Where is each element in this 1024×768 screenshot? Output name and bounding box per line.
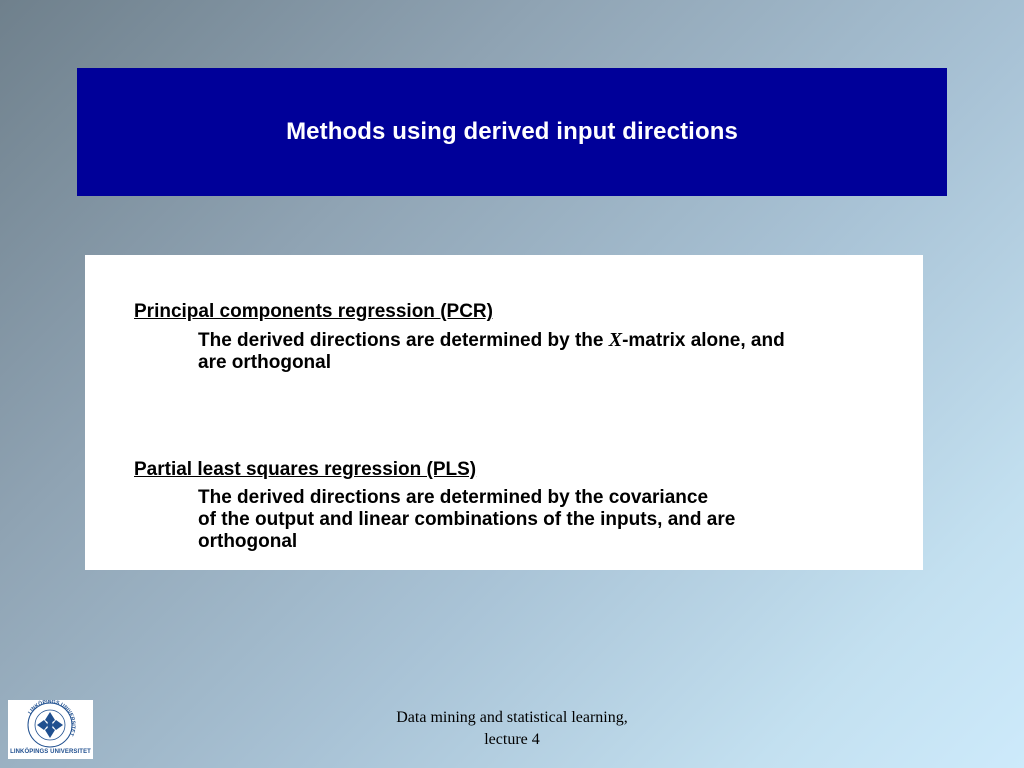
- slide-footer: [340, 707, 684, 751]
- pcr-section: [134, 301, 914, 374]
- pcr-description-line-1: [198, 329, 914, 352]
- footer-line-2: lecture 4: [484, 731, 540, 748]
- pcr-heading: Principal components regression (PCR): [134, 301, 493, 322]
- logo-ring-text: LINKÖPINGS UNIVERSITET: [27, 700, 77, 737]
- pcr-desc-before: The derived directions are determined by the: [198, 330, 609, 351]
- slide-title: Methods using derived input directions: [286, 118, 738, 145]
- title-banner: [77, 68, 947, 196]
- pls-description-line-1: The derived directions are determined by the covariance: [198, 487, 709, 508]
- pls-heading: Partial least squares regression (PLS): [134, 459, 477, 480]
- pcr-description: [198, 329, 914, 374]
- pls-section: [134, 459, 914, 553]
- pcr-desc-variable: X: [608, 329, 623, 351]
- liu-logo-icon: [8, 700, 93, 750]
- pcr-desc-after: -matrix alone, and: [622, 330, 785, 351]
- pls-description: [198, 487, 914, 553]
- pls-description-line-2: of the output and linear combinations of the inputs, and are: [198, 509, 736, 530]
- logo-caption: LINKÖPINGS UNIVERSITET: [10, 749, 91, 755]
- footer-line-1: Data mining and statistical learning,: [396, 709, 628, 726]
- university-logo: [8, 700, 93, 759]
- content-panel: [85, 255, 923, 570]
- pls-description-line-3: orthogonal: [198, 531, 298, 552]
- pcr-description-line-2: are orthogonal: [198, 352, 332, 373]
